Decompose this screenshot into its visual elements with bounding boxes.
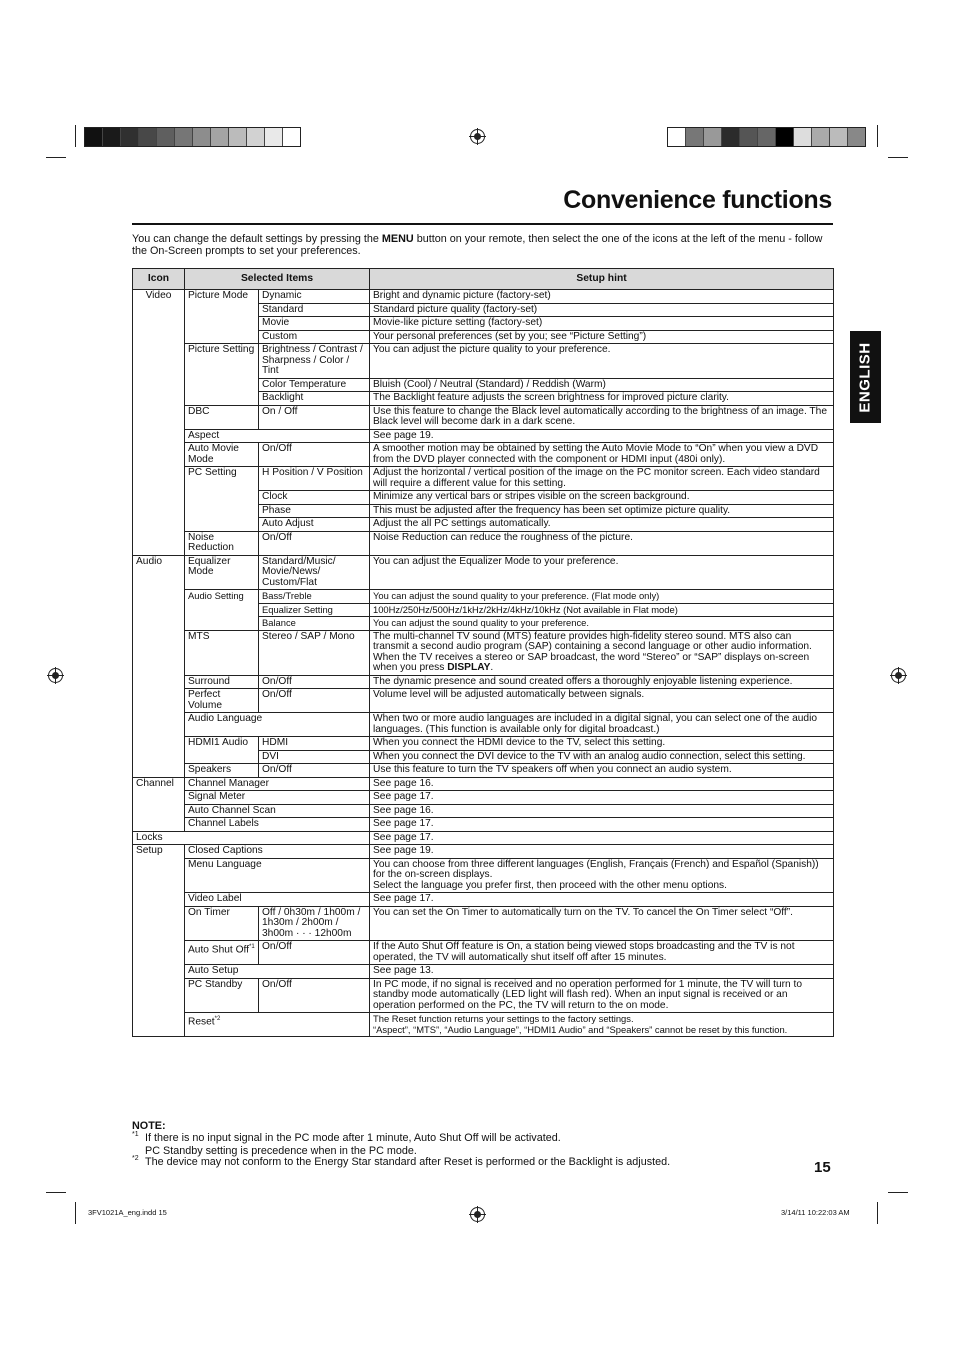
page-title: Convenience functions [563,186,832,214]
hint-cell: See page 19. [370,429,834,443]
page-number: 15 [814,1159,831,1176]
table-row [133,1013,834,1037]
hint-cell: Volume level will be adjusted automatically between signals. [370,689,834,713]
sub-item-cell: Off / 0h30m / 1h00m / 1h30m / 2h00m / 3h00m · · · 12h00m [259,906,370,941]
item-cell: Auto Shut Off$^{*1}$ [185,941,259,965]
hint-cell: The Backlight feature adjusts the screen brightness for improved picture clarity. [370,392,834,406]
hint-cell: Minimize any vertical bars or stripes visible on the screen background. [370,491,834,505]
hint-cell: Bluish (Cool) / Neutral (Standard) / Reddish (Warm) [370,378,834,392]
item-cell: Channel Manager [185,777,370,791]
hint-cell: See page 13. [370,965,834,979]
item-cell: Speakers [185,764,259,778]
table-row [133,405,834,429]
settings-table [132,268,834,1037]
item-cell: Auto Setup [185,965,370,979]
registration-mark-icon [48,668,63,683]
hint-cell: Noise Reduction can reduce the roughness of the picture. [370,531,834,555]
item-cell: Audio Setting [185,590,259,631]
item-cell: Signal Meter [185,791,370,805]
sub-item-cell: Standard/Music/ Movie/News/ Custom/Flat [259,555,370,590]
table-row [133,845,834,859]
hint-cell: When two or more audio languages are included in a digital signal, you can select one of the audio languages. (This function is available only for digital broadcast.) [370,713,834,737]
hint-cell: Adjust the all PC settings automatically. [370,518,834,532]
table-row [133,443,834,467]
item-cell: DBC [185,405,259,429]
language-side-tab: ENGLISH [850,331,881,423]
table-row [133,689,834,713]
table-row [133,764,834,778]
icon-cell: Channel [133,777,185,791]
sub-item-cell: Equalizer Setting [259,603,370,617]
table-row [133,555,834,590]
item-cell: Aspect [185,429,370,443]
sub-item-cell: On/Off [259,941,370,965]
hint-cell: Your personal preferences (set by you; see “Picture Setting”) [370,330,834,344]
item-cell: Picture Setting [185,344,259,406]
item-cell: Video Label [185,893,370,907]
sub-item-cell: Dynamic [259,290,370,304]
note-label: NOTE: [132,1120,166,1132]
crop-mark [877,1202,878,1224]
item-cell: Channel Labels [185,818,370,832]
table-row [133,675,834,689]
table-row [133,590,834,604]
title-rule [132,223,833,225]
color-calibration-bar-right [667,127,866,147]
sub-item-cell: On/Off [259,978,370,1013]
hint-cell: See page 17. [370,818,834,832]
hint-cell: If the Auto Shut Off feature is On, a station being viewed stops broadcasting and the TV is not operated, the TV will automatically shut itself off after 15 minutes. [370,941,834,965]
sub-item-cell: Custom [259,330,370,344]
hint-cell: Adjust the horizontal / vertical position of the image on the PC monitor screen. Each video standard will require a different value for this setting. [370,467,834,491]
table-row [133,906,834,941]
icon-cell: Audio [133,555,185,590]
item-cell: Closed Captions [185,845,370,859]
sub-item-cell: On/Off [259,764,370,778]
hint-cell: Bright and dynamic picture (factory-set) [370,290,834,304]
sub-item-cell: HDMI [259,737,370,751]
sub-item-cell: On/Off [259,675,370,689]
item-cell: MTS [185,630,259,675]
table-row [133,858,834,893]
crop-mark [877,125,878,147]
table-row [133,818,834,832]
table-row [133,467,834,491]
sub-item-cell: Standard [259,303,370,317]
crop-mark [75,1202,76,1224]
hint-cell: You can choose from three different languages (English, Français (French) and Español (Spanish)) for the on-screen displays. Select the language you prefer first, then proceed with the other menu options. [370,858,834,893]
icon-cell: Locks [133,831,185,845]
file-slug: 3FV1021A_eng.indd 15 [88,1208,167,1217]
hint-cell: You can adjust the sound quality to your preference. (Flat mode only) [370,590,834,604]
table-row [133,941,834,965]
hint-cell: This must be adjusted after the frequency has been set optimize picture quality. [370,504,834,518]
menu-keyword: MENU [381,233,414,245]
footnote-2: *2 The device may not conform to the Energy Star standard after Reset is performed or the Backlight is adjusted. [132,1154,671,1168]
item-cell: Picture Mode [185,290,259,344]
sub-item-cell: H Position / V Position [259,467,370,491]
hint-cell: Movie-like picture setting (factory-set) [370,317,834,331]
hint-cell: Standard picture quality (factory-set) [370,303,834,317]
item-cell: Auto Channel Scan [185,804,370,818]
hint-cell: The multi-channel TV sound (MTS) feature provides high-fidelity stereo sound. MTS also can transmit a second audio program (SAP) containing a second language or other audio information. When the TV receives a stereo or SAP broadcast, the word “Stereo” or “SAP” displays on-screen when you press DISPLAY. [370,630,834,675]
table-row [133,344,834,379]
hint-cell: The dynamic presence and sound created offers a thoroughly enjoyable listening experience. [370,675,834,689]
crop-mark [888,1192,908,1193]
sub-item-cell: Balance [259,617,370,631]
hint-cell: You can adjust the Equalizer Mode to your preference. [370,555,834,590]
sub-item-cell: Color Temperature [259,378,370,392]
header-icon: Icon [133,269,185,290]
sub-item-cell: On/Off [259,443,370,467]
registration-mark-icon [891,668,906,683]
header-selected-items: Selected Items [185,269,370,290]
item-cell: PC Setting [185,467,259,532]
item-cell: Surround [185,675,259,689]
hint-cell: You can adjust the picture quality to your preference. [370,344,834,379]
footnote-1: *1 If there is no input signal in the PC mode after 1 minute, Auto Shut Off will be activated. PC Standby setting is precedence when in the PC mode. [132,1131,561,1157]
intro-text: You can change the default settings by pressing the MENU button on your remote, then select the one of the icons at the left of the menu - follow the On-Screen prompts to set your preferences. [132,233,823,258]
table-row [133,737,834,751]
hint-cell: You can set the On Timer to automatically turn on the TV. To cancel the On Timer select “Off”. [370,906,834,941]
hint-cell: 100Hz/250Hz/500Hz/1kHz/2kHz/4kHz/10kHz (Not available in Flat mode) [370,603,834,617]
table-header-row [133,269,834,290]
table-row [133,965,834,979]
sub-item-cell: Auto Adjust [259,518,370,532]
registration-mark-icon [470,1207,485,1222]
table-row [133,893,834,907]
hint-cell: See page 17. [370,831,834,845]
sub-item-cell: On / Off [259,405,370,429]
table-row [133,791,834,805]
table-row [133,290,834,304]
hint-cell: See page 17. [370,791,834,805]
item-cell [185,831,370,845]
item-cell: HDMI1 Audio [185,737,259,764]
item-cell: Perfect Volume [185,689,259,713]
hint-cell: You can adjust the sound quality to your preference. [370,617,834,631]
hint-cell: See page 16. [370,777,834,791]
hint-cell: A smoother motion may be obtained by setting the Auto Movie Mode to “On” when you view a DVD from the DVD player connected with the component or HDMI input (480i only). [370,443,834,467]
sub-item-cell: On/Off [259,689,370,713]
hint-cell: Use this feature to turn the TV speakers off when you connect an audio system. [370,764,834,778]
sub-item-cell: Brightness / Contrast / Sharpness / Color / Tint [259,344,370,379]
table-row [133,777,834,791]
crop-mark [888,157,908,158]
hint-cell: When you connect the DVI device to the TV with an analog audio connection, select this setting. [370,750,834,764]
item-cell: PC Standby [185,978,259,1013]
table-row [133,429,834,443]
table-row [133,531,834,555]
sub-item-cell: Bass/Treble [259,590,370,604]
hint-cell: In PC mode, if no signal is received and no operation performed for 1 minute, the TV will turn to standby mode automatically (LED light will flash red). When an input signal is received or an operation performed on the PC, the TV will return to the on mode. [370,978,834,1013]
table-row [133,804,834,818]
item-cell: Equalizer Mode [185,555,259,590]
table-row [133,978,834,1013]
item-cell: Reset$^{*2}$ [185,1013,370,1037]
notes [132,1120,834,1168]
hint-cell: See page 19. [370,845,834,859]
header-setup-hint: Setup hint [370,269,834,290]
hint-cell: See page 17. [370,893,834,907]
color-calibration-bar-left [84,127,301,147]
table-row [133,630,834,675]
item-cell: On Timer [185,906,259,941]
item-cell: Noise Reduction [185,531,259,555]
item-cell: Audio Language [185,713,370,737]
hint-cell: Use this feature to change the Black level automatically according to the brightness of an image. The Black level will become dark in a dark scene. [370,405,834,429]
registration-mark-icon [470,129,485,144]
hint-cell: The Reset function returns your settings to the factory settings. “Aspect”, “MTS”, “Audio Language”, “HDMI1 Audio” and “Speakers” cannot be reset by this function. [370,1013,834,1037]
sub-item-cell: Backlight [259,392,370,406]
item-cell: Menu Language [185,858,370,893]
crop-mark [75,125,76,147]
sub-item-cell: Clock [259,491,370,505]
hint-cell: When you connect the HDMI device to the TV, select this setting. [370,737,834,751]
icon-cell: Video [133,290,185,304]
sub-item-cell: Stereo / SAP / Mono [259,630,370,675]
timestamp-slug: 3/14/11 10:22:03 AM [781,1208,850,1217]
sub-item-cell: On/Off [259,531,370,555]
table-row [133,831,834,845]
item-cell: Auto Movie Mode [185,443,259,467]
sub-item-cell: Phase [259,504,370,518]
crop-mark [46,157,66,158]
icon-cell: Setup [133,845,185,859]
sub-item-cell: Movie [259,317,370,331]
table-row [133,713,834,737]
hint-cell: See page 16. [370,804,834,818]
crop-mark [46,1192,66,1193]
sub-item-cell: DVI [259,750,370,764]
